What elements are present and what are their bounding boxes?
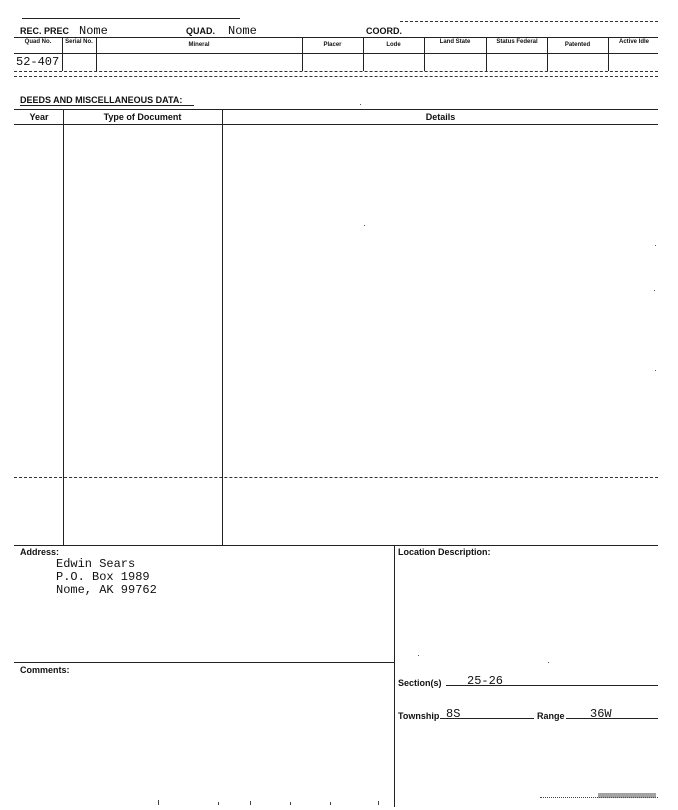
- column-header-mineral: Mineral: [188, 42, 210, 48]
- scan-speck: [364, 225, 365, 226]
- scan-tick: [158, 800, 159, 805]
- range-value: 36W: [590, 707, 612, 721]
- range-label: Range: [537, 711, 565, 721]
- scan-smudge: [598, 793, 656, 798]
- scan-speck: [360, 104, 361, 105]
- scan-speck: [654, 290, 655, 291]
- range-underline: [566, 718, 658, 719]
- section-value: 25-26: [467, 674, 504, 688]
- coord-label: COORD.: [366, 26, 402, 36]
- deeds-table-bottom: [14, 545, 658, 546]
- column-header-active-idle: Active Idle: [618, 39, 649, 45]
- top-rule: [22, 18, 240, 19]
- column-header-placer: Placer: [323, 42, 342, 48]
- record-table-row-bottom: [14, 71, 658, 72]
- column-header-serial-no: Serial No.: [65, 39, 93, 45]
- col-divider: [547, 37, 548, 71]
- section-label: Section(s): [398, 678, 442, 688]
- address-line: P.O. Box 1989: [56, 570, 150, 584]
- col-divider: [486, 37, 487, 71]
- col-divider: [302, 37, 303, 71]
- col-divider: [424, 37, 425, 71]
- col-divider: [363, 37, 364, 71]
- col-divider: [96, 37, 97, 71]
- quad-serial-value: 52-407: [16, 55, 60, 69]
- deeds-col-divider: [63, 109, 64, 545]
- address-label: Address:: [20, 547, 60, 557]
- scan-tick: [218, 802, 219, 805]
- quad-value: Nome: [228, 24, 257, 38]
- quad-label: QUAD.: [186, 26, 215, 36]
- deeds-dash-rule: [14, 477, 658, 478]
- scan-speck: [655, 245, 656, 246]
- column-header-lode: Lode: [386, 42, 401, 48]
- deeds-header-bottom: [14, 124, 658, 125]
- deeds-section-title: DEEDS AND MISCELLANEOUS DATA:: [20, 95, 183, 105]
- column-header-year: Year: [29, 112, 49, 122]
- col-divider: [608, 37, 609, 71]
- scan-tick: [330, 802, 331, 805]
- column-header-quad-no: Quad No.: [24, 39, 52, 45]
- scan-tick: [378, 801, 379, 805]
- scan-speck: [418, 655, 419, 656]
- deeds-table-top: [14, 109, 658, 110]
- scan-speck: [655, 370, 656, 371]
- address-line: Edwin Sears: [56, 557, 136, 571]
- column-header-type-of-document: Type of Document: [103, 112, 182, 122]
- address-line: Nome, AK 99762: [56, 583, 157, 597]
- rec-prec-value: Nome: [79, 24, 108, 38]
- column-header-details: Details: [425, 112, 456, 122]
- address-bottom-rule: [14, 662, 394, 663]
- top-dash: [400, 21, 658, 22]
- scan-tick: [250, 801, 251, 805]
- column-header-patented: Patented: [564, 42, 591, 48]
- record-table-top: [14, 37, 658, 38]
- deeds-title-underline: [20, 105, 194, 106]
- lower-vertical-divider: [394, 545, 395, 807]
- township-label: Township: [398, 711, 440, 721]
- column-header-land-state: Land State: [439, 39, 471, 45]
- comments-label: Comments:: [20, 665, 70, 675]
- deeds-col-divider: [222, 109, 223, 545]
- location-description-label: Location Description:: [398, 547, 491, 557]
- scan-speck: [548, 662, 549, 663]
- scan-tick: [290, 802, 291, 805]
- record-table-header-bottom: [14, 53, 658, 54]
- column-header-status-federal: Status Federal: [496, 39, 538, 45]
- township-value: 8S: [446, 707, 461, 721]
- record-table-double-rule: [14, 76, 658, 77]
- col-divider: [62, 37, 63, 71]
- rec-prec-label: REC. PREC: [20, 26, 70, 36]
